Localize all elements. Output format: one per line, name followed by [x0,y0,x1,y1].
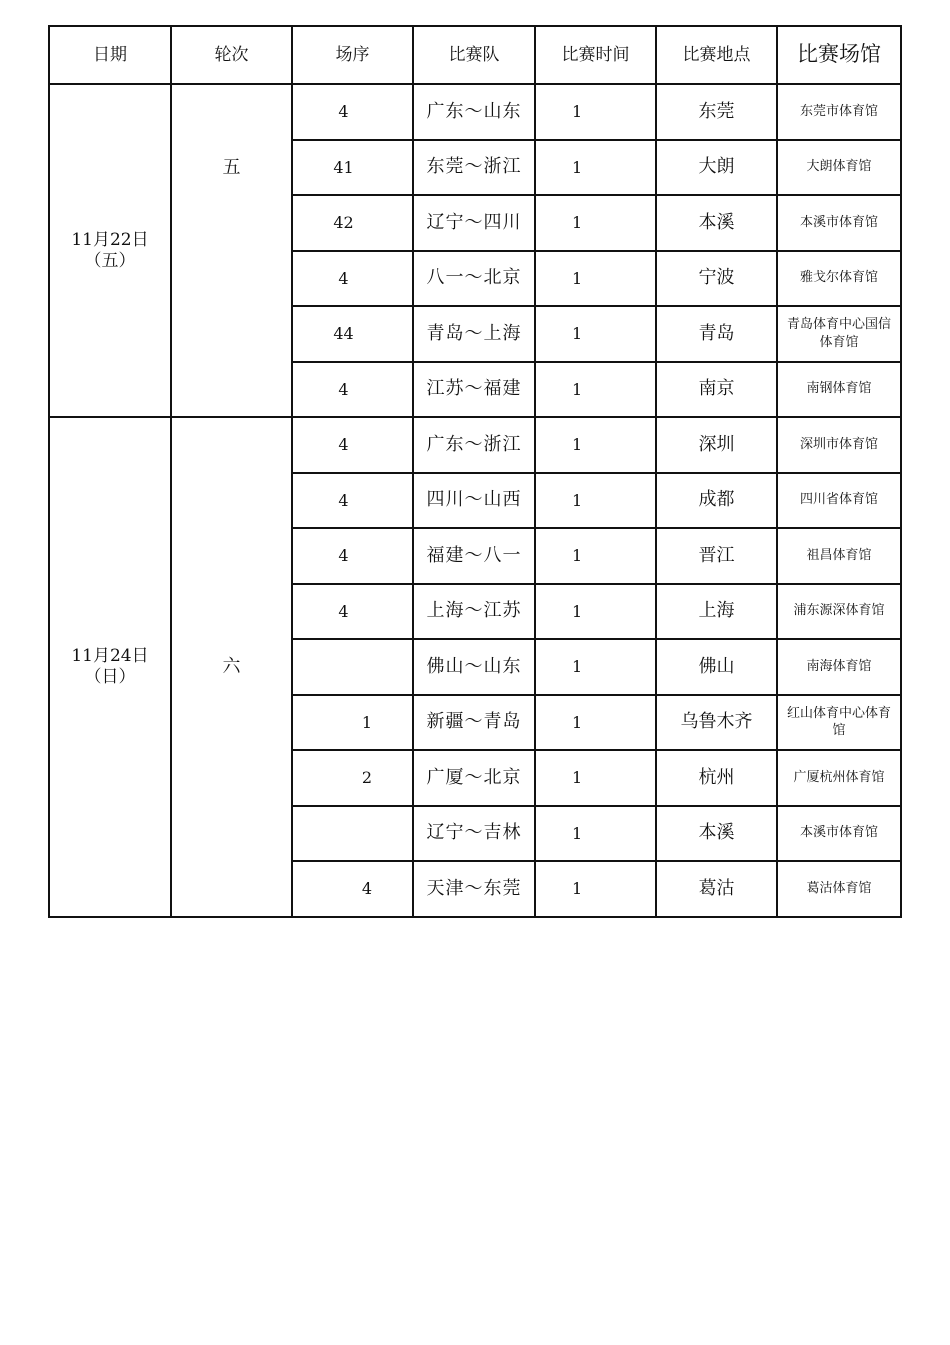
location-cell: 上海 [656,584,777,640]
venue-cell: 雅戈尔体育馆 [777,251,901,307]
order-cell: 4 [292,417,413,473]
order-cell: 4 [292,84,413,140]
order-cell [292,639,413,695]
date-text: 11月24日 [71,646,149,667]
venue-cell: 祖昌体育馆 [777,528,901,584]
order-cell: 4 [292,473,413,529]
venue-cell: 红山体育中心体育馆 [777,695,901,751]
venue-cell: 东莞市体育馆 [777,84,901,140]
match-cell: 青岛～上海 [413,306,535,362]
time-cell: 1 [535,639,656,695]
venue-cell: 浦东源深体育馆 [777,584,901,640]
header-time: 比赛时间 [535,26,656,84]
time-cell: 1 [535,140,656,196]
venue-cell: 深圳市体育馆 [777,417,901,473]
schedule-table [48,25,902,918]
venue-cell: 南钢体育馆 [777,362,901,418]
match-cell: 佛山～山东 [413,639,535,695]
time-cell: 1 [535,750,656,806]
time-cell: 1 [535,84,656,140]
venue-cell: 大朗体育馆 [777,140,901,196]
location-cell: 乌鲁木齐 [656,695,777,751]
location-cell: 佛山 [656,639,777,695]
match-cell: 天津～东莞 [413,861,535,917]
date-cell [49,84,171,417]
match-cell: 广东～浙江 [413,417,535,473]
date-cell [49,417,171,917]
order-cell: 41 [292,140,413,196]
match-cell: 八一～北京 [413,251,535,307]
header-venue: 比赛场馆 [777,26,901,84]
order-cell: 4 [292,584,413,640]
venue-cell: 本溪市体育馆 [777,195,901,251]
match-cell: 新疆～青岛 [413,695,535,751]
venue-cell: 本溪市体育馆 [777,806,901,862]
order-cell: 4 [292,528,413,584]
round-cell: 五 [171,84,292,417]
weekday-text: （日） [84,666,136,687]
time-cell: 1 [535,861,656,917]
weekday-text: （五） [84,250,136,271]
time-cell: 1 [535,473,656,529]
location-cell: 本溪 [656,806,777,862]
round-cell: 六 [171,417,292,917]
table-row [49,417,901,473]
time-cell: 1 [535,251,656,307]
location-cell: 晋江 [656,528,777,584]
time-cell: 1 [535,806,656,862]
order-cell: 4 [292,861,413,917]
header-teams: 比赛队 [413,26,535,84]
location-cell: 东莞 [656,84,777,140]
order-cell: 42 [292,195,413,251]
order-cell: 1 [292,695,413,751]
time-cell: 1 [535,362,656,418]
match-cell: 东莞～浙江 [413,140,535,196]
location-cell: 青岛 [656,306,777,362]
location-cell: 本溪 [656,195,777,251]
venue-cell: 葛沽体育馆 [777,861,901,917]
header-location: 比赛地点 [656,26,777,84]
venue-cell: 南海体育馆 [777,639,901,695]
location-cell: 深圳 [656,417,777,473]
order-cell: 2 [292,750,413,806]
match-cell: 福建～八一 [413,528,535,584]
location-cell: 杭州 [656,750,777,806]
venue-cell: 四川省体育馆 [777,473,901,529]
location-cell: 成都 [656,473,777,529]
time-cell: 1 [535,417,656,473]
table-row [49,84,901,140]
time-cell: 1 [535,195,656,251]
order-cell [292,806,413,862]
match-cell: 四川～山西 [413,473,535,529]
venue-cell: 青岛体育中心国信体育馆 [777,306,901,362]
match-cell: 广东～山东 [413,84,535,140]
date-text: 11月22日 [71,230,149,251]
order-cell: 4 [292,251,413,307]
header-date: 日期 [49,26,171,84]
location-cell: 葛沽 [656,861,777,917]
location-cell: 南京 [656,362,777,418]
match-cell: 上海～江苏 [413,584,535,640]
header-round: 轮次 [171,26,292,84]
venue-cell: 广厦杭州体育馆 [777,750,901,806]
match-cell: 江苏～福建 [413,362,535,418]
header-order: 场序 [292,26,413,84]
match-cell: 辽宁～四川 [413,195,535,251]
order-cell: 44 [292,306,413,362]
time-cell: 1 [535,695,656,751]
time-cell: 1 [535,528,656,584]
match-cell: 广厦～北京 [413,750,535,806]
order-cell: 4 [292,362,413,418]
match-cell: 辽宁～吉林 [413,806,535,862]
location-cell: 大朗 [656,140,777,196]
header-row [49,26,901,84]
time-cell: 1 [535,584,656,640]
time-cell: 1 [535,306,656,362]
location-cell: 宁波 [656,251,777,307]
